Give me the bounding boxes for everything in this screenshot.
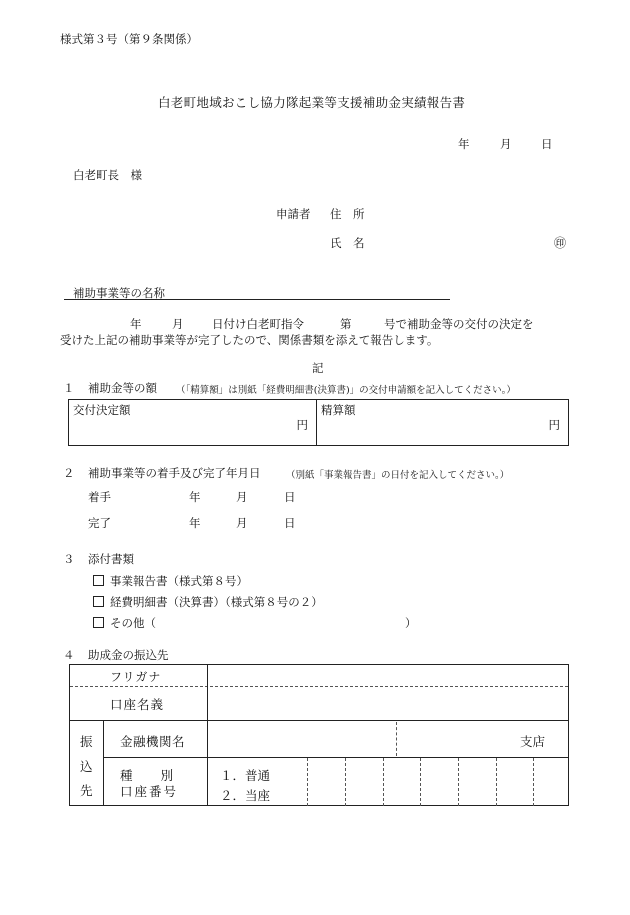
end-day: 日	[284, 516, 296, 530]
furikomi-char-2: 込	[80, 759, 93, 774]
date-year: 年	[458, 137, 470, 151]
attachment-item-label: その他（	[110, 616, 156, 630]
form-number: 様式第３号（第９条関係）	[60, 32, 198, 46]
grant-decision-label: 交付決定額	[73, 403, 131, 417]
branch-label: 支店	[520, 734, 546, 749]
addressee: 白老町長 様	[73, 168, 142, 182]
furikomi-char-1: 振	[80, 734, 93, 749]
grant-decision-cell[interactable]	[69, 400, 317, 446]
section-3-title: 添付書類	[88, 552, 134, 566]
attachment-item-3[interactable]	[93, 615, 156, 631]
attachment-item-label: 事業報告書（様式第８号）	[110, 574, 248, 588]
settlement-label: 精算額	[321, 403, 356, 417]
start-day: 日	[284, 490, 296, 504]
start-year: 年	[189, 490, 201, 504]
body-number-prefix: 第	[340, 317, 352, 331]
name-label: 氏 名	[330, 236, 365, 250]
bank-account-table	[69, 664, 569, 806]
seal-mark: ㊞	[554, 236, 567, 250]
digit-divider	[345, 758, 346, 806]
end-year: 年	[189, 516, 201, 530]
body-line2: 受けた上記の補助事業等が完了したので、関係書類を添えて報告します。	[60, 333, 439, 347]
account-name-divider	[70, 720, 568, 721]
end-month: 月	[236, 516, 248, 530]
furikomi-char-3: 先	[80, 783, 93, 798]
attachment-item-2[interactable]	[93, 594, 323, 610]
section-1-note: （「精算額」は別紙「経費明細書(決算書)」の交付申請額を記入してください。）	[176, 385, 516, 396]
digit-divider	[458, 758, 459, 806]
account-type-label: 種 別	[120, 768, 175, 783]
settlement-unit: 円	[548, 418, 560, 432]
section-1-number: １	[63, 381, 75, 395]
attachment-item-label: 経費明細書（決算書）（様式第８号の２）	[110, 595, 323, 609]
account-type-option-checking[interactable]: ２．当座	[220, 788, 271, 803]
project-name-label: 補助事業等の名称	[73, 286, 165, 300]
section-2-title: 補助事業等の着手及び完了年月日	[88, 466, 261, 480]
end-label: 完了	[88, 516, 111, 530]
digit-divider	[307, 758, 308, 806]
account-type-option-regular[interactable]: １．普通	[220, 768, 271, 783]
section-4-number: ４	[63, 648, 75, 662]
settlement-cell[interactable]	[317, 400, 569, 446]
body-year: 年	[130, 317, 142, 331]
grant-decision-unit: 円	[296, 418, 308, 432]
body-month: 月	[172, 317, 184, 331]
section-3-number: ３	[63, 552, 75, 566]
bank-divider	[103, 757, 569, 758]
other-close-paren: ）	[405, 616, 417, 630]
furigana-divider	[70, 686, 568, 687]
account-number-label: 口座番号	[120, 784, 179, 799]
project-name-underline	[64, 299, 450, 300]
checkbox-icon[interactable]	[93, 596, 104, 607]
ki-mark: 記	[312, 361, 324, 375]
furikomi-column-divider	[103, 720, 104, 806]
body-line1-rest: 号で補助金等の交付の決定を	[384, 317, 534, 331]
body-date-text: 日付け白老町指令	[212, 317, 304, 331]
digit-divider	[420, 758, 421, 806]
amount-table	[68, 399, 569, 446]
digit-divider	[383, 758, 384, 806]
furigana-label: フリガナ	[110, 670, 162, 684]
section-2-note: （別紙「事業報告書」の日付を記入してください。）	[286, 470, 510, 481]
start-month: 月	[236, 490, 248, 504]
start-label: 着手	[88, 490, 111, 504]
date-day: 日	[541, 137, 553, 151]
checkbox-icon[interactable]	[93, 617, 104, 628]
digit-divider	[533, 758, 534, 806]
label-column-divider	[207, 665, 208, 805]
section-4-title: 助成金の振込先	[88, 648, 169, 662]
applicant-label: 申請者	[276, 207, 311, 221]
account-name-label: 口座名義	[110, 697, 165, 712]
attachment-item-1[interactable]	[93, 573, 248, 589]
branch-divider	[396, 722, 397, 756]
document-title: 白老町地域おこし協力隊起業等支援補助金実績報告書	[158, 95, 466, 110]
checkbox-icon[interactable]	[93, 575, 104, 586]
address-label: 住 所	[330, 207, 365, 221]
digit-divider	[496, 758, 497, 806]
section-2-number: ２	[63, 466, 75, 480]
section-1-title: 補助金等の額	[88, 381, 157, 395]
bank-name-label: 金融機関名	[120, 734, 186, 749]
date-month: 月	[500, 137, 512, 151]
